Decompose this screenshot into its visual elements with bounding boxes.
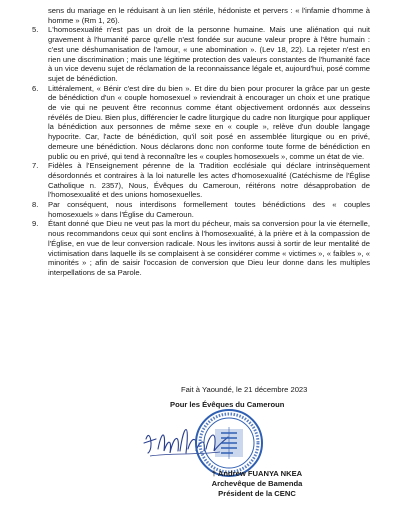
signatory-block [182, 469, 332, 499]
paragraph-text: Étant donné que Dieu ne veut pas la mort du pécheur, mais sa conversion pour la vie éternelle, nous recommandons ceux qui sont enclins à l'homosexualité, à la prière et à la compassion de l'Église, en vue de leur conversion radicale. Nous les invitons aussi à sortir de leur mentalité de victimisation dans laquelle ils se complaisent à se considérer comme « victimes », « faibles », « minorités » ; afin de saisir l'occasion de conversion que Dieu leur donne dans les multiples interpellations de sa Parole. [48, 219, 370, 277]
letter-body [32, 6, 370, 278]
paragraph-number: 7. [32, 161, 39, 171]
signatory-name: † Andrew FUANYA NKEA [211, 469, 303, 478]
paragraph-number: 9. [32, 219, 39, 229]
signatory-role: Président de la CENC [218, 489, 296, 498]
paragraph-5 [32, 25, 370, 83]
paragraph-number: 5. [32, 25, 39, 35]
signatory-title: Archevêque de Bamenda [211, 479, 303, 488]
paragraph-number: 8. [32, 200, 39, 210]
paragraph-7 [32, 161, 370, 200]
paragraph-text: L'homosexualité n'est pas un droit de la personne humaine. Mais une aliénation qui nuit gravement à l'humanité parce qu'elle n'est fondée sur aucune valeur propre à l'être humain : c'est une déshumanisation de l'amour, « une abomination ». (Lev 18, 22). La rejeter n'est en rien une discrimination ; mais une légitime protection des valeurs constantes de l'humanité face à un vice devenu sujet de réclamation de la reconnaissance légale et, aujourd'hui, posé comme sujet de bénédiction. [48, 25, 370, 83]
paragraph-text: Littéralement, « Bénir c'est dire du bien ». Et dire du bien pour procurer la grâce par un geste de bénédiction d'un « couple homosexuel » reviendrait à encourager un choix et une pratique de vie qui ne peuvent être reconnus comme étant objectivement ordonnés aux desseins révélés de Dieu. Bien plus, différencier le cadre liturgique du cadre non liturgique pour appliquer la bénédiction aux personnes de même sexe en « couple », relève d'un double langage hypocrite. Car, l'acte de bénédiction, qu'il soit posé en assemblée liturgique ou en privé, demeure une bénédiction. Nous déclarons donc non conforme toute forme de bénédiction en public ou en privé, qui tend à reconnaître les « couples homosexuels », comme un état de vie. [48, 83, 370, 161]
paragraph-text: Fidèles à l'Enseignement pérenne de la Tradition ecclésiale qui déclare intrinsèquement désordonnés et contraires à la loi naturelle les actes d'homosexualité (Catéchisme de l'Église Catholique n. 2357), Nous, Évêques du Cameroun, réitérons notre désapprobation de l'homosexualité et des unions homosexuelles. [48, 161, 370, 200]
paragraph-6 [32, 84, 370, 162]
paragraph-number: 6. [32, 83, 39, 93]
paragraph-9 [32, 219, 370, 277]
paragraph-text: Par conséquent, nous interdisons formellement toutes bénédictions des « couples homosexuels » dans l'Église du Cameroun. [48, 200, 370, 219]
place-and-date: Fait à Yaoundé, le 21 décembre 2023 [181, 385, 308, 394]
paragraph-intro: sens du mariage en le réduisant à un lien stérile, hédoniste et pervers : « l'infamie d'homme à homme » (Rm 1, 26). [48, 6, 370, 25]
paragraph-8 [32, 200, 370, 219]
on-behalf-line: Pour les Évêques du Cameroun [170, 400, 285, 409]
